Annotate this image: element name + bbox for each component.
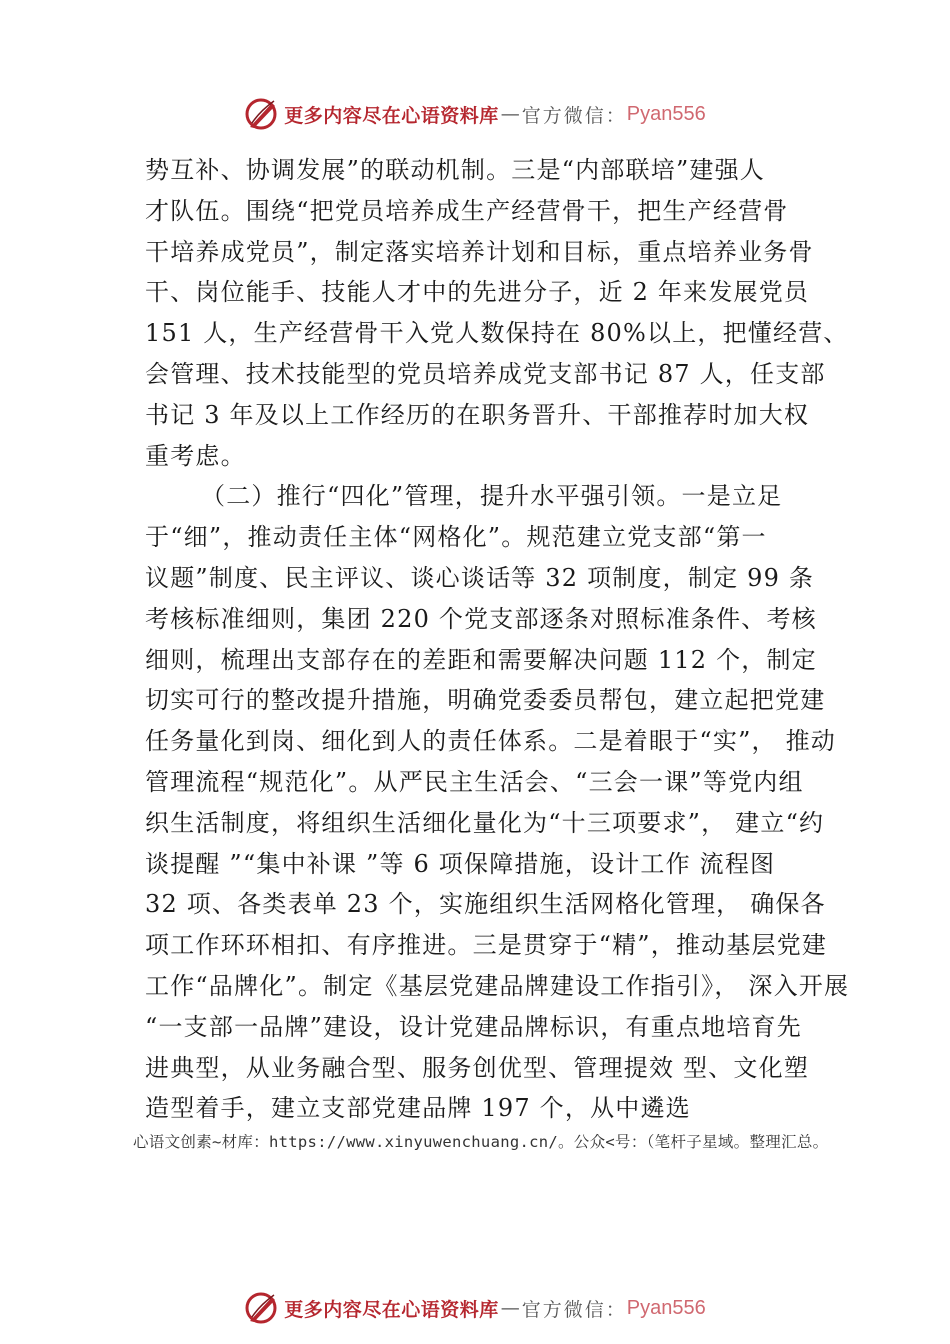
watermark-wechat-label: 官方微信： (521, 1298, 627, 1321)
text-line: 于“细”，推动责任主体“网格化”。规范建立党支部“第一 (145, 523, 767, 552)
watermark-title: 更多内容尽在心语资料库 (284, 1298, 499, 1321)
text-line: 重考虑。 (145, 441, 246, 470)
text-line: 书记 3 年及以上工作经历的在职务晋升、干部推荐时加大权 (145, 400, 810, 429)
quill-pen-logo-icon (244, 1291, 280, 1325)
watermark-dash: — (500, 1297, 520, 1319)
watermark-dash: — (500, 103, 520, 125)
text-line: 考核标准细则，集团 220 个党支部逐条对照标准条件、考核 (145, 604, 817, 633)
text-line: 32 项、各类表单 23 个，实施组织生活网格化管理， 确保各 (145, 890, 826, 919)
paragraph-heading-line: （二）推行“四化”管理，提升水平强引领。一是立足 (201, 482, 783, 511)
watermark-banner-bottom (0, 1288, 950, 1328)
text-line: 工作“品牌化”。制定《基层党建品牌建设工作指引》， 深入开展 (145, 971, 850, 1000)
text-line: 干、岗位能手、技能人才中的先进分子，近 2 年来发展党员 (145, 278, 810, 307)
quill-pen-logo-icon (244, 97, 280, 131)
text-line: 项工作环环相扣、有序推进。三是贯穿于“精”，推动基层党建 (145, 931, 828, 960)
document-body (145, 150, 850, 1129)
text-line: 进典型，从业务融合型、服务创优型、管理提效 型、文化塑 (145, 1053, 810, 1082)
watermark-wechat-label: 官方微信： (521, 104, 627, 127)
watermark-banner-top (0, 94, 950, 134)
watermark-wechat-id: Pyan556 (626, 102, 706, 125)
text-line: 切实可行的整改提升措施，明确党委委员帮包，建立起把党建 (145, 686, 826, 715)
watermark-wechat-id: Pyan556 (626, 1296, 706, 1319)
text-line: 势互补、协调发展”的联动机制。三是“内部联培”建强人 (145, 156, 766, 184)
text-line: 造型着手，建立支部党建品牌 197 个，从中遴选 (145, 1094, 691, 1123)
text-line: 任务量化到岗、细化到人的责任体系。二是着眼于“实”， 推动 (145, 727, 836, 756)
text-line: 干培养成党员”，制定落实培养计划和目标，重点培养业务骨 (145, 237, 814, 266)
text-line: 织生活制度，将组织生活细化量化为“十三项要求”， 建立“约 (145, 808, 825, 837)
text-line: 谈提醒 ”“集中补课 ”等 6 项保障措施，设计工作 流程图 (145, 849, 776, 878)
text-line: 议题”制度、民主评议、谈心谈话等 32 项制度，制定 99 条 (145, 563, 815, 592)
text-line: 会管理、技术技能型的党员培养成党支部书记 87 人，任支部 (145, 359, 826, 388)
text-line: 才队伍。围绕“把党员培养成生产经营骨干，把生产经营骨 (145, 196, 789, 225)
source-footnote: 心语文创素~材库：https://www.xinyuwenchuang.cn/。公众<号：（笔杆子星域。整理汇总。 (133, 1133, 829, 1151)
text-line: 151 人，生产经营骨干入党人数保持在 80%以上，把懂经营、 (145, 319, 849, 348)
text-line: 细则，梳理出支部存在的差距和需要解决问题 112 个，制定 (145, 645, 817, 674)
text-line: 管理流程“规范化”。从严民主生活会、“三会一课”等党内组 (145, 767, 804, 796)
text-line: “一支部一品牌”建设，设计党建品牌标识，有重点地培育先 (145, 1012, 802, 1041)
watermark-title: 更多内容尽在心语资料库 (284, 104, 499, 127)
